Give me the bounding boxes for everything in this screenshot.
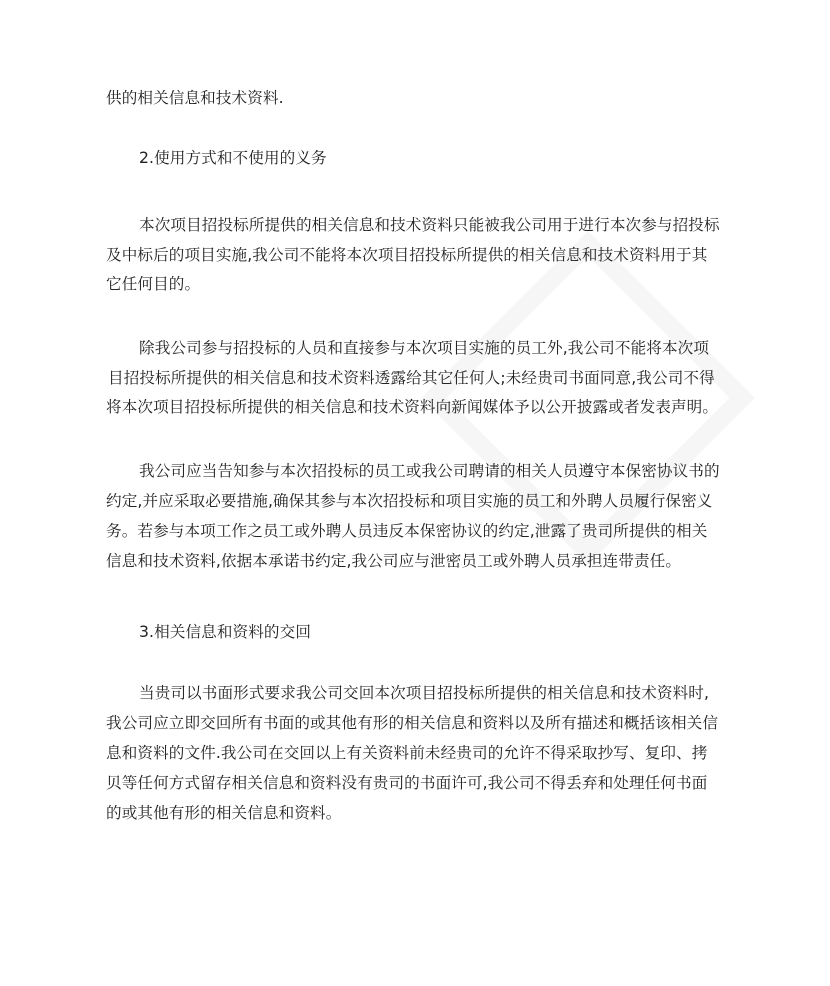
paragraph-line: 除我公司参与招投标的人员和直接参与本次项目实施的员工外,我公司不能将本次项: [139, 339, 710, 357]
paragraph-line: 目招投标所提供的相关信息和技术资料透露给其它任何人;未经贵司书面同意,我公司不得: [108, 369, 715, 387]
paragraph-line: 本次项目招投标所提供的相关信息和技术资料只能被我公司用于进行本次参与招投标: [139, 216, 720, 234]
section-heading-3: 3.相关信息和资料的交回: [139, 623, 312, 641]
paragraph-line: 我公司应立即交回所有书面的或其他有形的相关信息和资料以及所有描述和概括该相关信: [106, 714, 719, 732]
paragraph-line: 它任何目的。: [106, 275, 201, 293]
paragraph-line: 将本次项目招投标所提供的相关信息和技术资料向新闻媒体予以公开披露或者发表声明。: [106, 398, 719, 416]
paragraph-line: 约定,并应采取必要措施,确保其参与本次招投标和项目实施的员工和外聘人员履行保密义: [106, 492, 713, 510]
paragraph-line: 信息和技术资料,依据本承诺书约定,我公司应与泄密员工或外聘人员承担连带责任。: [106, 552, 682, 570]
paragraph-line: 息和资料的文件.我公司在交回以上有关资料前未经贵司的允许不得采取抄写、复印、拷: [106, 744, 708, 762]
paragraph-line: 务。若参与本项工作之员工或外聘人员违反本保密协议的约定,泄露了贵司所提供的相关: [106, 522, 708, 540]
paragraph-line: 当贵司以书面形式要求我公司交回本次项目招投标所提供的相关信息和技术资料时,: [139, 684, 710, 702]
paragraph-line: 及中标后的项目实施,我公司不能将本次项目招投标所提供的相关信息和技术资料用于其: [106, 246, 708, 264]
paragraph-line: 供的相关信息和技术资料.: [106, 89, 284, 107]
section-heading-2: 2.使用方式和不使用的义务: [139, 149, 327, 167]
paragraph-line: 我公司应当告知参与本次招投标的员工或我公司聘请的相关人员遵守本保密协议书的: [139, 462, 720, 480]
paragraph-line: 贝等任何方式留存相关信息和资料没有贵司的书面许可,我公司不得丢弃和处理任何书面: [106, 774, 708, 792]
paragraph-line: 的或其他有形的相关信息和资料。: [106, 804, 342, 822]
